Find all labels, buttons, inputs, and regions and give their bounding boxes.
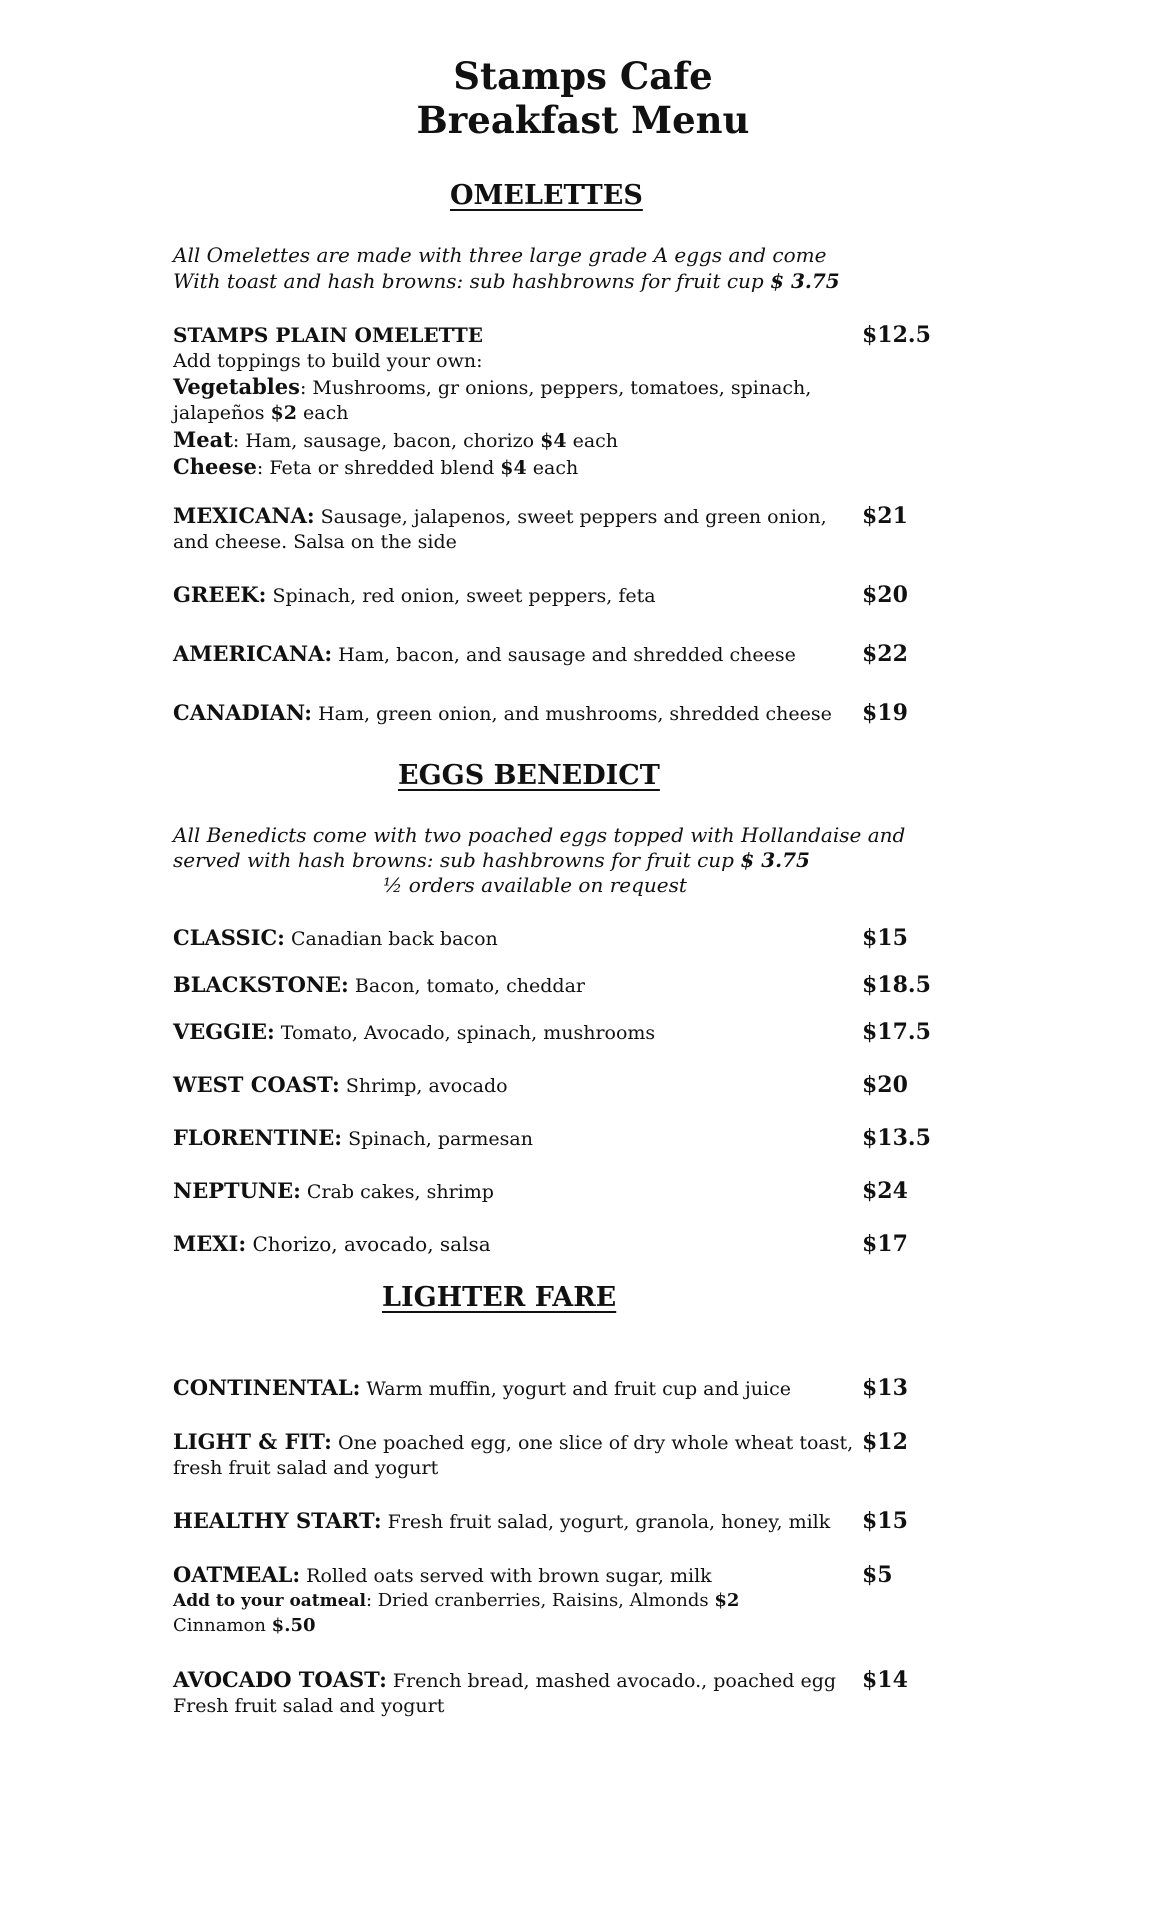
toppings-intro: Add toppings to build your own: [173, 350, 483, 372]
item-blackstone: BLACKSTONE: Bacon, tomato, cheddar [173, 972, 585, 997]
item-west-coast: WEST COAST: Shrimp, avocado [173, 1072, 508, 1097]
section-heading-omelettes: OMELETTES [450, 180, 643, 211]
item-price-classic: $15 [862, 925, 908, 951]
item-price-americana: $22 [862, 641, 908, 667]
item-canadian: CANADIAN: Ham, green onion, and mushrooms, shredded cheese [173, 700, 832, 725]
toppings-vegetables: Vegetables: Mushrooms, gr onions, peppers, tomatoes, spinach, [173, 374, 812, 399]
oatmeal-cinnamon: Cinnamon $.50 [173, 1615, 316, 1636]
toppings-meat: Meat: Ham, sausage, bacon, chorizo $4 each [173, 427, 619, 452]
menu-title-breakfast: Breakfast Menu [416, 98, 750, 142]
toppings-vegetables-line2: jalapeños $2 each [173, 402, 349, 424]
benedict-intro-line2: served with hash browns: sub hashbrowns for fruit cup $ 3.75 [173, 848, 810, 872]
item-healthy-start: HEALTHY START: Fresh fruit salad, yogurt, granola, honey, milk [173, 1508, 831, 1533]
item-price-canadian: $19 [862, 700, 908, 726]
item-price-mexi: $17 [862, 1231, 908, 1257]
item-americana: AMERICANA: Ham, bacon, and sausage and shredded cheese [173, 641, 796, 666]
item-light-fit: LIGHT & FIT: One poached egg, one slice of dry whole wheat toast, [173, 1429, 854, 1454]
item-price-healthy-start: $15 [862, 1508, 908, 1534]
item-mexi: MEXI: Chorizo, avocado, salsa [173, 1231, 491, 1256]
item-price-veggie: $17.5 [862, 1019, 931, 1045]
item-price-neptune: $24 [862, 1178, 908, 1204]
section-heading-eggs-benedict: EGGS BENEDICT [398, 760, 660, 791]
item-price-plain-omelette: $12.5 [862, 322, 931, 348]
item-price-west-coast: $20 [862, 1072, 908, 1098]
item-price-continental: $13 [862, 1375, 908, 1401]
item-price-oatmeal: $5 [862, 1562, 893, 1588]
item-price-mexicana: $21 [862, 503, 908, 529]
section-heading-lighter-fare: LIGHTER FARE [382, 1282, 617, 1313]
oatmeal-addons: Add to your oatmeal: Dried cranberries, Raisins, Almonds $2 [173, 1590, 740, 1611]
item-avocado-toast-line2: Fresh fruit salad and yogurt [173, 1695, 445, 1717]
item-mexicana-line2: and cheese. Salsa on the side [173, 531, 457, 553]
item-name-plain-omelette: STAMPS PLAIN OMELETTE [173, 323, 483, 347]
benedict-intro-line3: ½ orders available on request [383, 873, 687, 897]
item-florentine: FLORENTINE: Spinach, parmesan [173, 1125, 533, 1150]
toppings-cheese: Cheese: Feta or shredded blend $4 each [173, 454, 579, 479]
item-light-fit-line2: fresh fruit salad and yogurt [173, 1457, 439, 1479]
item-classic: CLASSIC: Canadian back bacon [173, 925, 498, 950]
item-price-light-fit: $12 [862, 1429, 908, 1455]
benedict-intro-line1: All Benedicts come with two poached eggs topped with Hollandaise and [173, 823, 906, 847]
item-neptune: NEPTUNE: Crab cakes, shrimp [173, 1178, 494, 1203]
item-price-blackstone: $18.5 [862, 972, 931, 998]
item-avocado-toast: AVOCADO TOAST: French bread, mashed avocado., poached egg [173, 1667, 837, 1692]
item-price-avocado-toast: $14 [862, 1667, 908, 1693]
item-veggie: VEGGIE: Tomato, Avocado, spinach, mushrooms [173, 1019, 656, 1044]
omelettes-intro-line1: All Omelettes are made with three large grade A eggs and come [173, 243, 827, 267]
omelettes-intro-line2: With toast and hash browns: sub hashbrowns for fruit cup $ 3.75 [173, 269, 840, 293]
item-mexicana: MEXICANA: Sausage, jalapenos, sweet peppers and green onion, [173, 503, 827, 528]
item-price-florentine: $13.5 [862, 1125, 931, 1151]
menu-title-cafe: Stamps Cafe [453, 54, 713, 98]
item-continental: CONTINENTAL: Warm muffin, yogurt and fruit cup and juice [173, 1375, 792, 1400]
item-greek: GREEK: Spinach, red onion, sweet peppers, feta [173, 582, 656, 607]
item-oatmeal: OATMEAL: Rolled oats served with brown sugar, milk [173, 1562, 712, 1587]
item-price-greek: $20 [862, 582, 908, 608]
